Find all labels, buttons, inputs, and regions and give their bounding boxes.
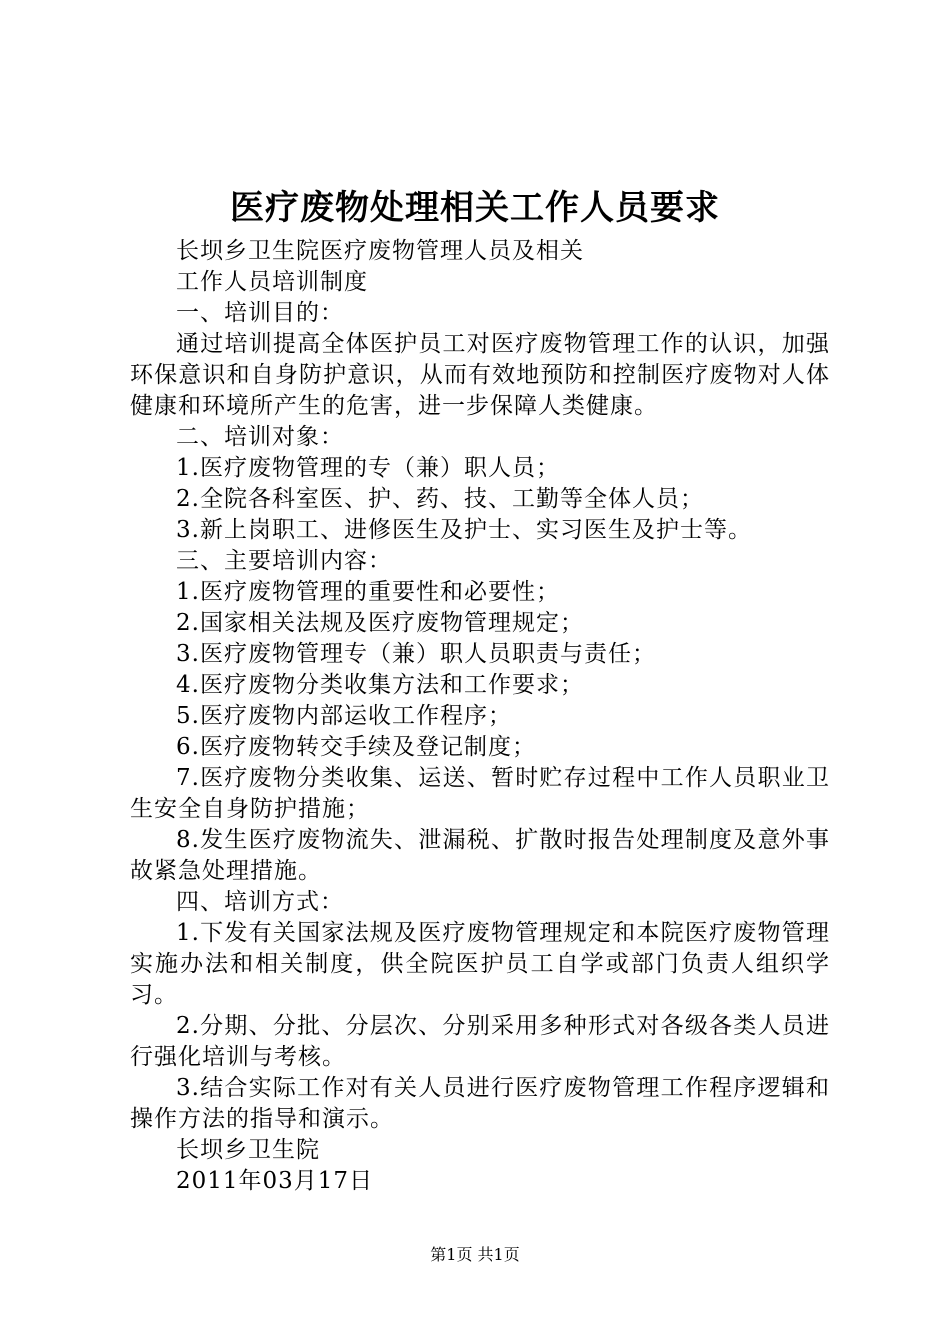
section-heading-purpose: 一、培训目的：: [176, 300, 344, 326]
list-item-target-1: 1.医疗废物管理的专（兼）职人员；: [176, 455, 560, 481]
paragraph-purpose: 通过培训提高全体医护员工对医疗废物管理工作的认识，加强环保意识和自身防护意识，从而有效地预防和控制医疗废物对人体健康和环境所产生的危害，进一步保障人类健康。: [130, 331, 830, 419]
section-heading-method: 四、培训方式：: [176, 889, 344, 915]
list-item-content-2: 2.国家相关法规及医疗废物管理规定；: [176, 610, 584, 636]
list-item-target-3: 3.新上岗职工、进修医生及护士、实习医生及护士等。: [176, 517, 752, 543]
paragraph-heading-line-1: 长坝乡卫生院医疗废物管理人员及相关: [176, 238, 584, 264]
list-item-method-2: 2.分期、分批、分层次、分别采用多种形式对各级各类人员进行强化培训与考核。: [130, 1013, 830, 1070]
list-item-content-7: 7.医疗废物分类收集、运送、暂时贮存过程中工作人员职业卫生安全自身防护措施；: [130, 765, 830, 822]
document-body: [130, 236, 830, 1197]
list-item-method-1: 1.下发有关国家法规及医疗废物管理规定和本院医疗废物管理实施办法和相关制度，供全院医护员工自学或部门负责人组织学习。: [130, 920, 830, 1008]
list-item-content-5: 5.医疗废物内部运收工作程序；: [176, 703, 512, 729]
page-footer: 第1页 共1页: [430, 1245, 520, 1264]
list-item-content-1: 1.医疗废物管理的重要性和必要性；: [176, 579, 560, 605]
list-item-content-8: 8.发生医疗废物流失、泄漏税、扩散时报告处理制度及意外事故紧急处理措施。: [130, 827, 830, 884]
paragraph-heading-line-2: 工作人员培训制度: [176, 269, 368, 295]
list-item-content-6: 6.医疗废物转交手续及登记制度；: [176, 734, 536, 760]
list-item-target-2: 2.全院各科室医、护、药、技、工勤等全体人员；: [176, 486, 704, 512]
section-heading-content: 三、主要培训内容：: [176, 548, 392, 574]
list-item-content-4: 4.医疗废物分类收集方法和工作要求；: [176, 672, 584, 698]
section-heading-targets: 二、培训对象：: [176, 424, 344, 450]
list-item-content-3: 3.医疗废物管理专（兼）职人员职责与责任；: [176, 641, 656, 667]
signature-date: 2011年03月17日: [176, 1168, 374, 1194]
document-title: 医疗废物处理相关工作人员要求: [230, 188, 720, 228]
list-item-method-3: 3.结合实际工作对有关人员进行医疗废物管理工作程序逻辑和操作方法的指导和演示。: [130, 1075, 830, 1132]
signature-organization: 长坝乡卫生院: [176, 1137, 320, 1163]
